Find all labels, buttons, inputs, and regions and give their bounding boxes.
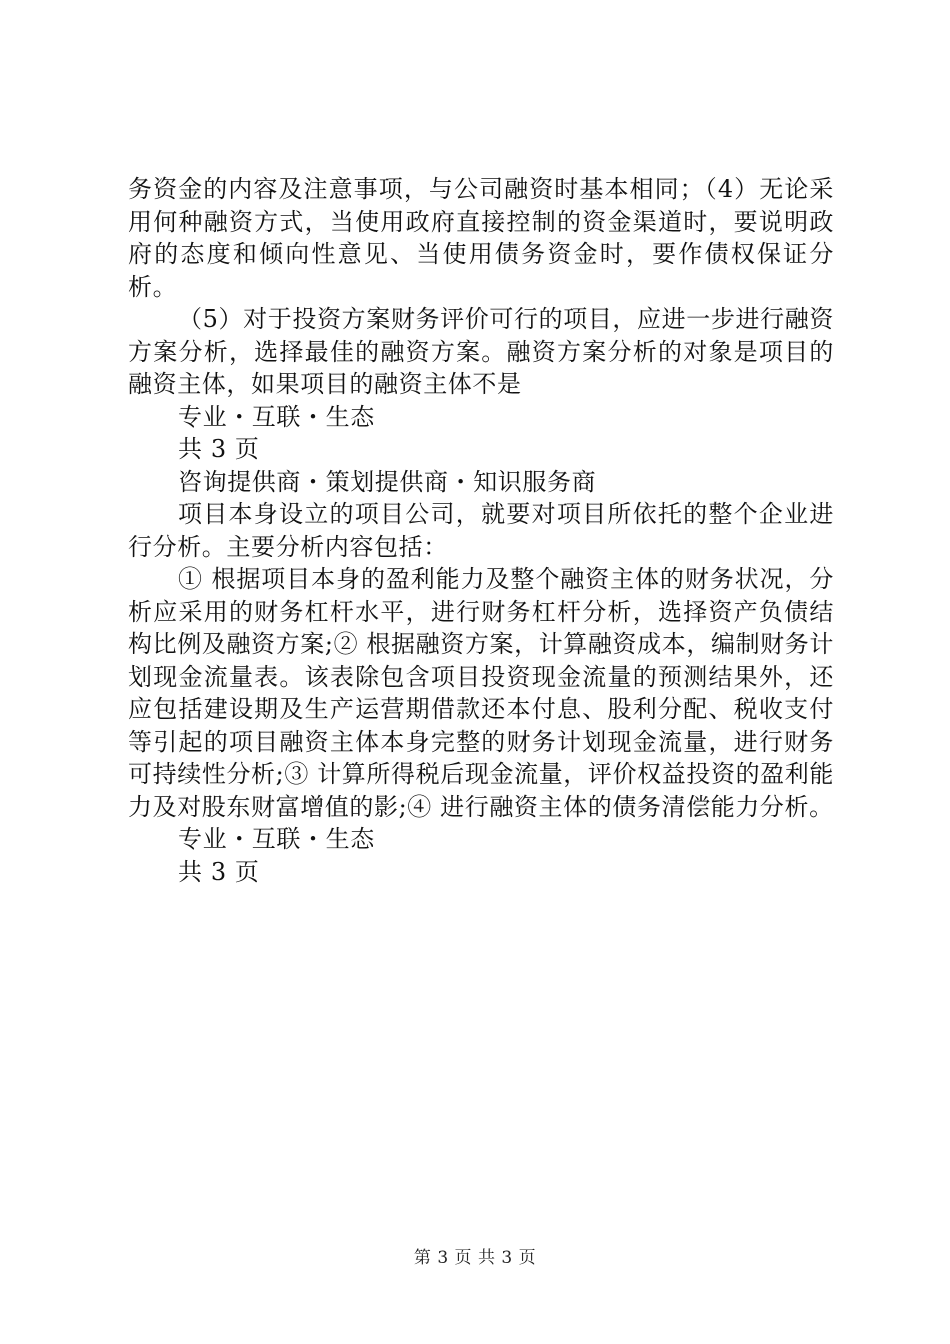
page-count-line-2: 共 3 页 <box>178 857 260 886</box>
page-count-line: 共 3 页 <box>178 435 260 463</box>
paragraph-financing-content: 务资金的内容及注意事项，与公司融资时基本相同；（4）无论采用何种融资方式，当使用政府直接控制的资金渠道时，要说明政府的态度和倾向性意见、当使用债务资金时，要作债权保证分析。 <box>128 175 834 301</box>
paragraph-analysis-items: ① 根据项目本身的盈利能力及整个融资主体的财务状况，分析应采用的财务杠杆水平，进行财务杠杆分析，选择资产负债结构比例及融资方案;② 根据融资方案，计算融资成本，编制财务计划现金流量表。该表除包含项目投资现金流量的预测结果外，还应包括建设期及生产运营期借款还本付息、股利分配、税收支付等引起的项目融资主体本身完整的财务计划现金流量，进行财务可持续性分析;③ 计算所得税后现金流量，评价权益投资的盈利能力及对股东财富增值的影;④ 进行融资主体的债务清偿能力分析。 <box>128 565 834 821</box>
slogan-line: 专业・互联・生态 <box>178 402 375 431</box>
document-body <box>128 173 834 888</box>
slogan-line-2: 专业・互联・生态 <box>178 825 375 853</box>
paragraph-financing-plan-analysis: （5）对于投资方案财务评价可行的项目，应进一步进行融资方案分析，选择最佳的融资方案。融资方案分析的对象是项目的融资主体，如果项目的融资主体不是 <box>128 305 834 398</box>
page-footer: 第 3 页 共 3 页 <box>413 1248 537 1268</box>
provider-line: 咨询提供商・策划提供商・知识服务商 <box>178 467 597 496</box>
paragraph-enterprise-analysis: 项目本身设立的项目公司，就要对项目所依托的整个企业进行分析。主要分析内容包括： <box>128 500 834 561</box>
